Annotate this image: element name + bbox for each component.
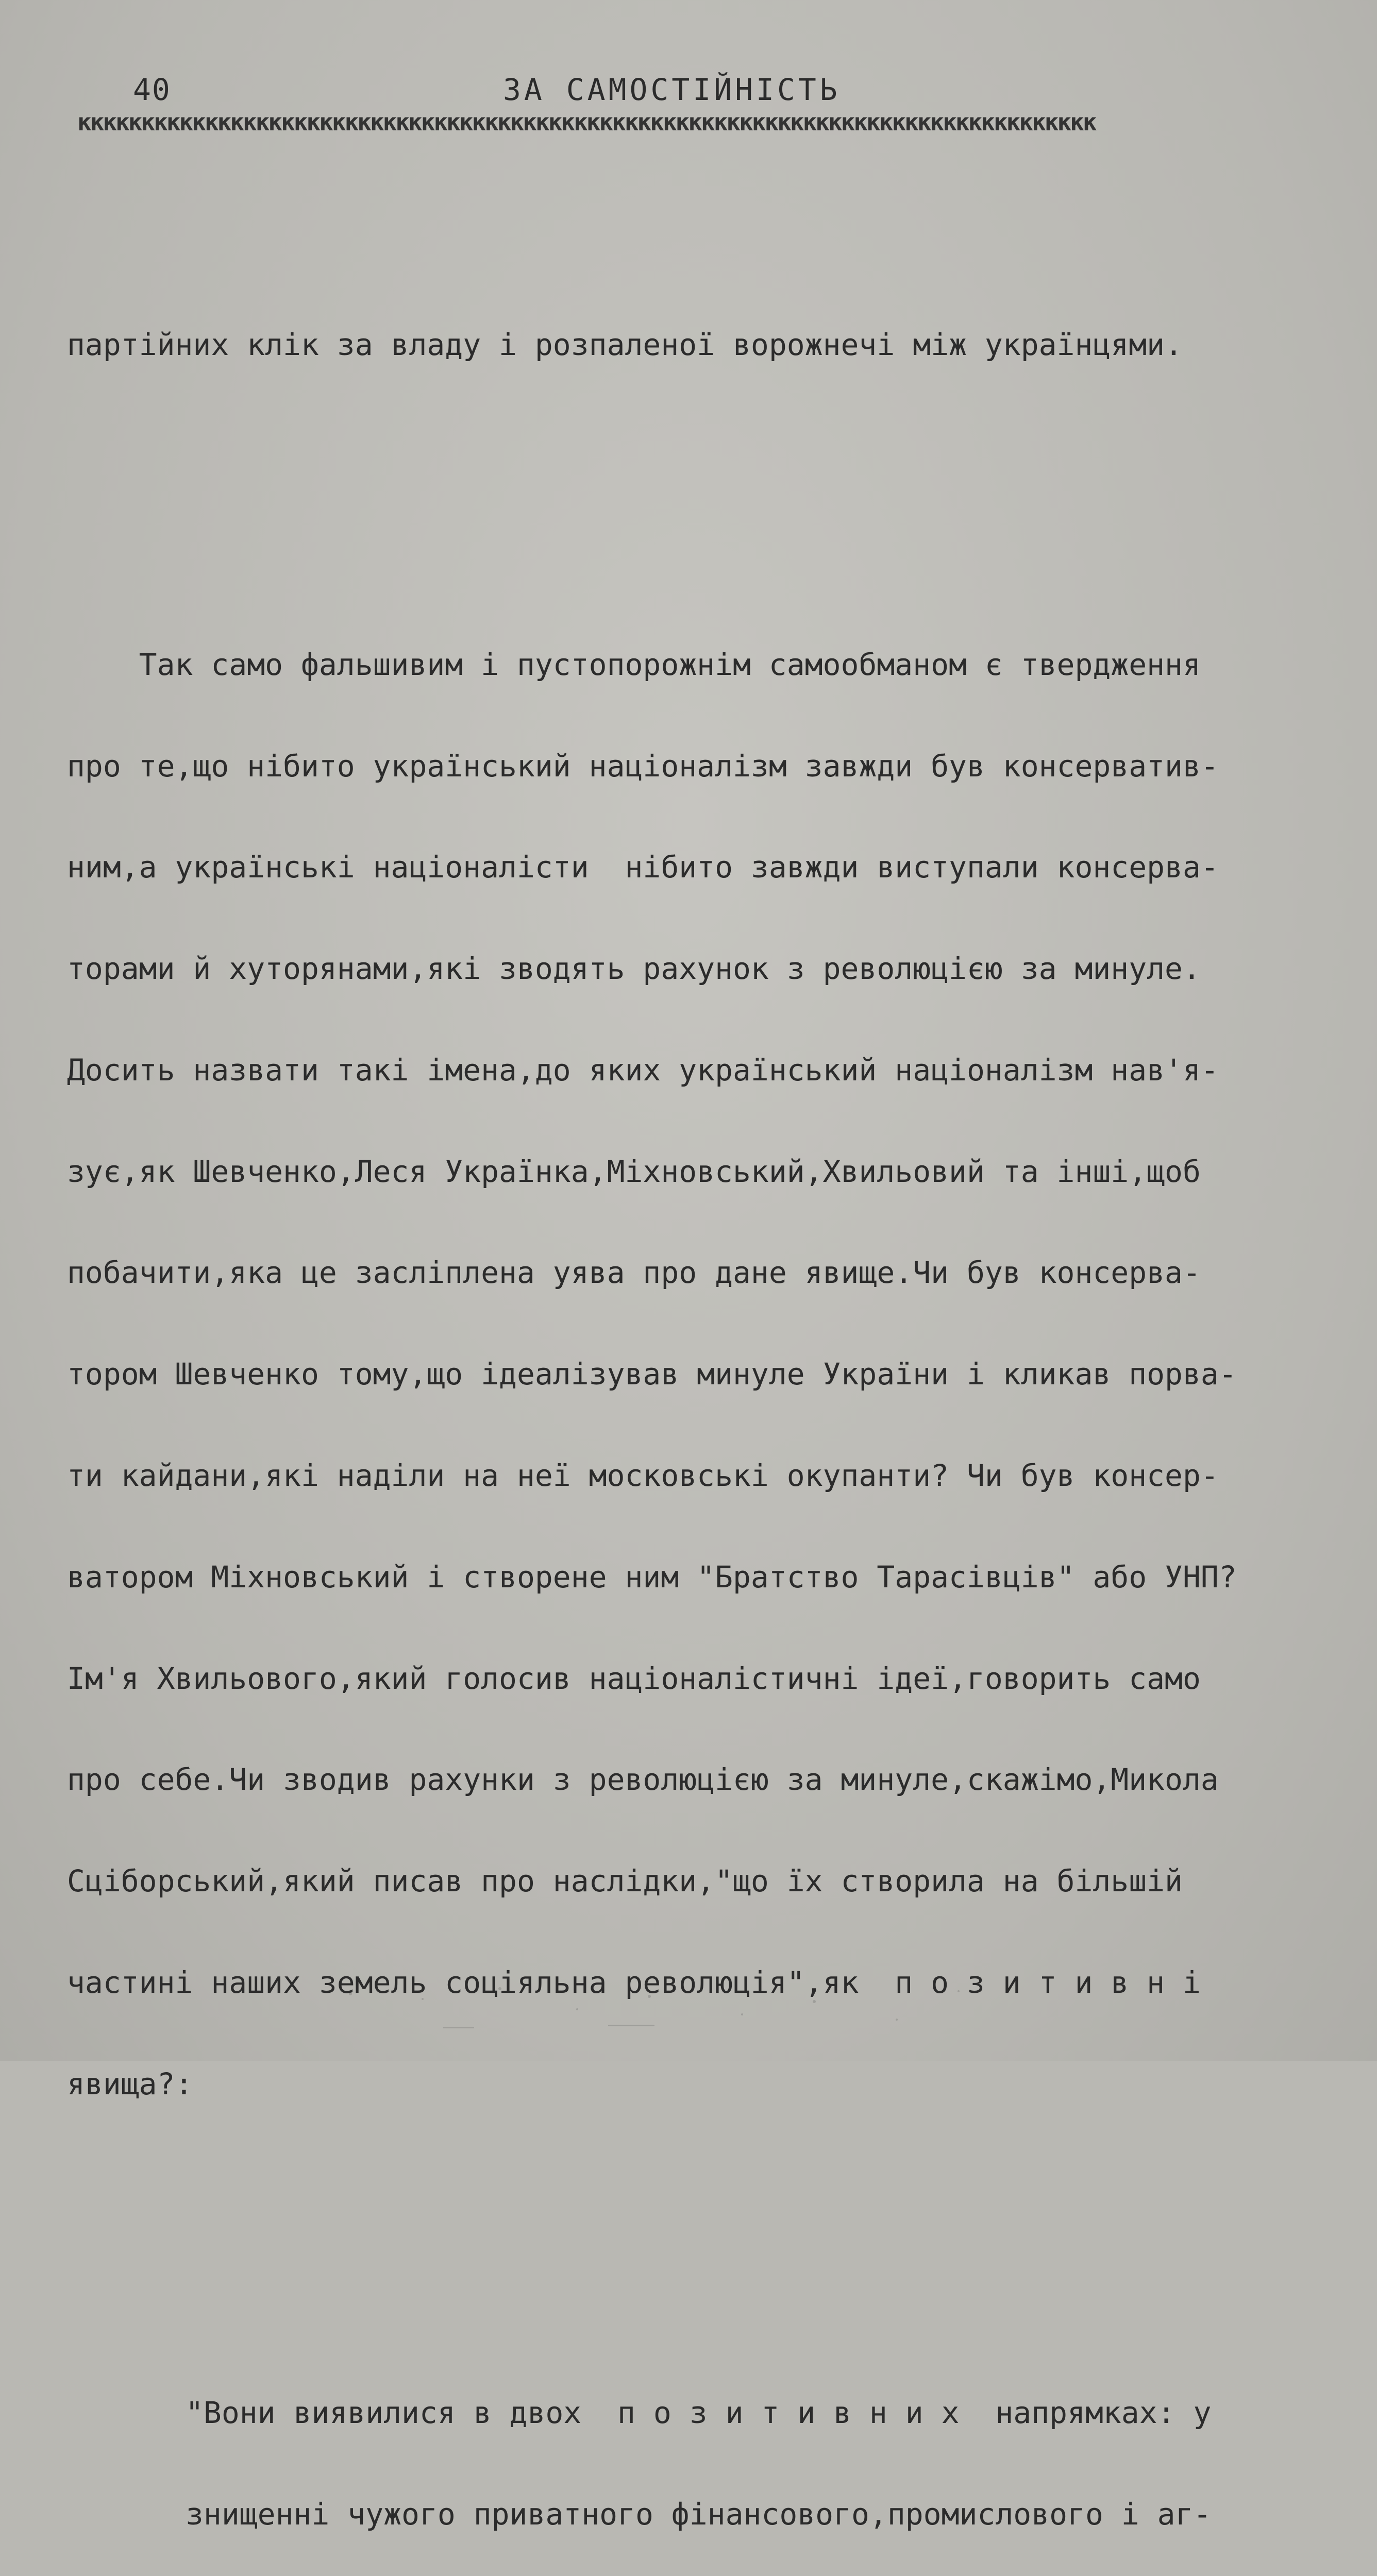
text-line: тором Шевченко тому,що ідеалізував минуле України і кликав порва- xyxy=(67,1357,1237,1392)
text-line: зує,як Шевченко,Леся Українка,Міхновський,Хвильовий та інші,щоб xyxy=(67,1154,1201,1189)
text-line: Ім'я Хвильового,який голосив націоналістичні ідеї,говорить само xyxy=(67,1660,1201,1696)
text-line: побачити,яка це засліплена уява про дане явище.Чи був консерва- xyxy=(67,1255,1201,1291)
body-text xyxy=(67,193,1314,2576)
text-line: явища?: xyxy=(67,2066,193,2102)
text-line: частині наших земель соціяльна революція",як п о з и т и в н і xyxy=(67,1964,1201,2000)
text-line: ти кайдани,які наділи на неї московські окупанти? Чи був консер- xyxy=(67,1458,1219,1493)
paragraph xyxy=(67,581,1314,2169)
text-line: знищенні чужого приватного фінансового,промислового і аг- xyxy=(186,2496,1212,2532)
paragraph xyxy=(67,261,1314,430)
text-line: Сціборський,який писав про наслідки,"що їх створила на більшій xyxy=(67,1863,1183,1899)
text-line: про себе.Чи зводив рахунки з революцією за минуле,скажімо,Микола xyxy=(67,1762,1219,1798)
text-line: "Вони виявилися в двох п о з и т и в н и х напрямках: у xyxy=(186,2395,1212,2430)
text-line: ним,а українські націоналісти нібито завжди виступали консерва- xyxy=(67,850,1219,885)
text-line: про те,що нібито український націоналізм завжди був консерватив- xyxy=(67,748,1219,784)
text-line: партійних клік за владу і розпаленої ворожнечі між українцями. xyxy=(67,327,1183,363)
text-line: Досить назвати такі імена,до яких український націоналізм нав'я- xyxy=(67,1052,1219,1088)
header-rule: кккккккккккккккккккккккккккккккккккккккккккккккккккккккккккккккккккккккккккккккк xyxy=(77,108,1096,136)
block-quote xyxy=(186,2329,1314,2576)
ink-smudge xyxy=(289,1978,1010,2040)
text-line: торами й хуторянами,які зводять рахунок з революцією за минуле. xyxy=(67,951,1201,987)
page-number: 40 xyxy=(133,72,171,107)
text-line: Так само фальшивим і пустопорожнім самообманом є твердження xyxy=(67,647,1201,682)
text-line: ватором Міхновський і створене ним "Братство Тарасівців" або УНП? xyxy=(67,1559,1237,1595)
running-title: ЗА САМОСТІЙНІСТЬ xyxy=(503,72,841,107)
